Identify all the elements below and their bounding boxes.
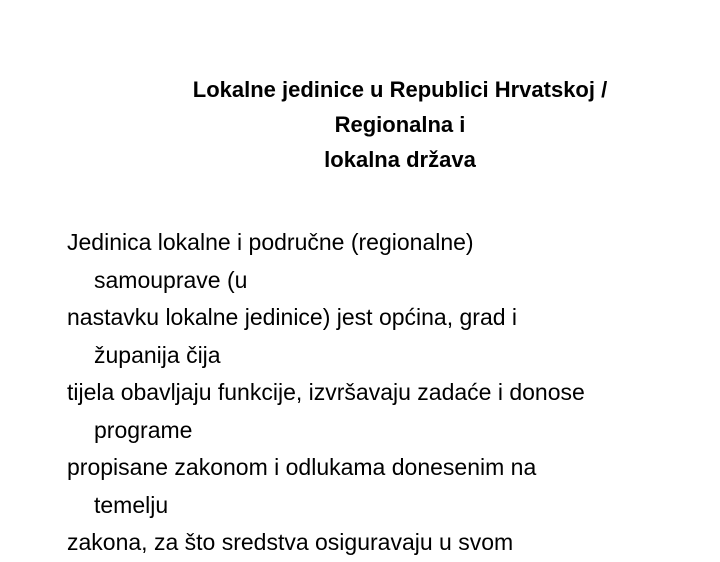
- slide-title: [100, 72, 700, 177]
- body-line: zakona, za što sredstva osiguravaju u svom: [67, 529, 514, 555]
- title-line: Regionalna i: [334, 112, 466, 137]
- body-line-continuation: županija čija: [94, 341, 221, 368]
- body-line: nastavku lokalne jedinice) jest općina, grad i: [67, 304, 518, 330]
- slide-body-text: [67, 224, 717, 562]
- body-line-continuation: samouprave (u: [94, 266, 248, 293]
- title-line: Lokalne jedinice u Republici Hrvatskoj /: [192, 77, 608, 102]
- body-line: tijela obavljaju funkcije, izvršavaju zadaće i donose: [67, 379, 585, 405]
- body-line-continuation: temelju: [94, 491, 169, 518]
- body-line: propisane zakonom i odlukama donesenim na: [67, 454, 537, 480]
- body-line-continuation: programe: [94, 416, 193, 443]
- title-line: lokalna država: [324, 147, 476, 172]
- body-line: Jedinica lokalne i područne (regionalne): [67, 229, 474, 255]
